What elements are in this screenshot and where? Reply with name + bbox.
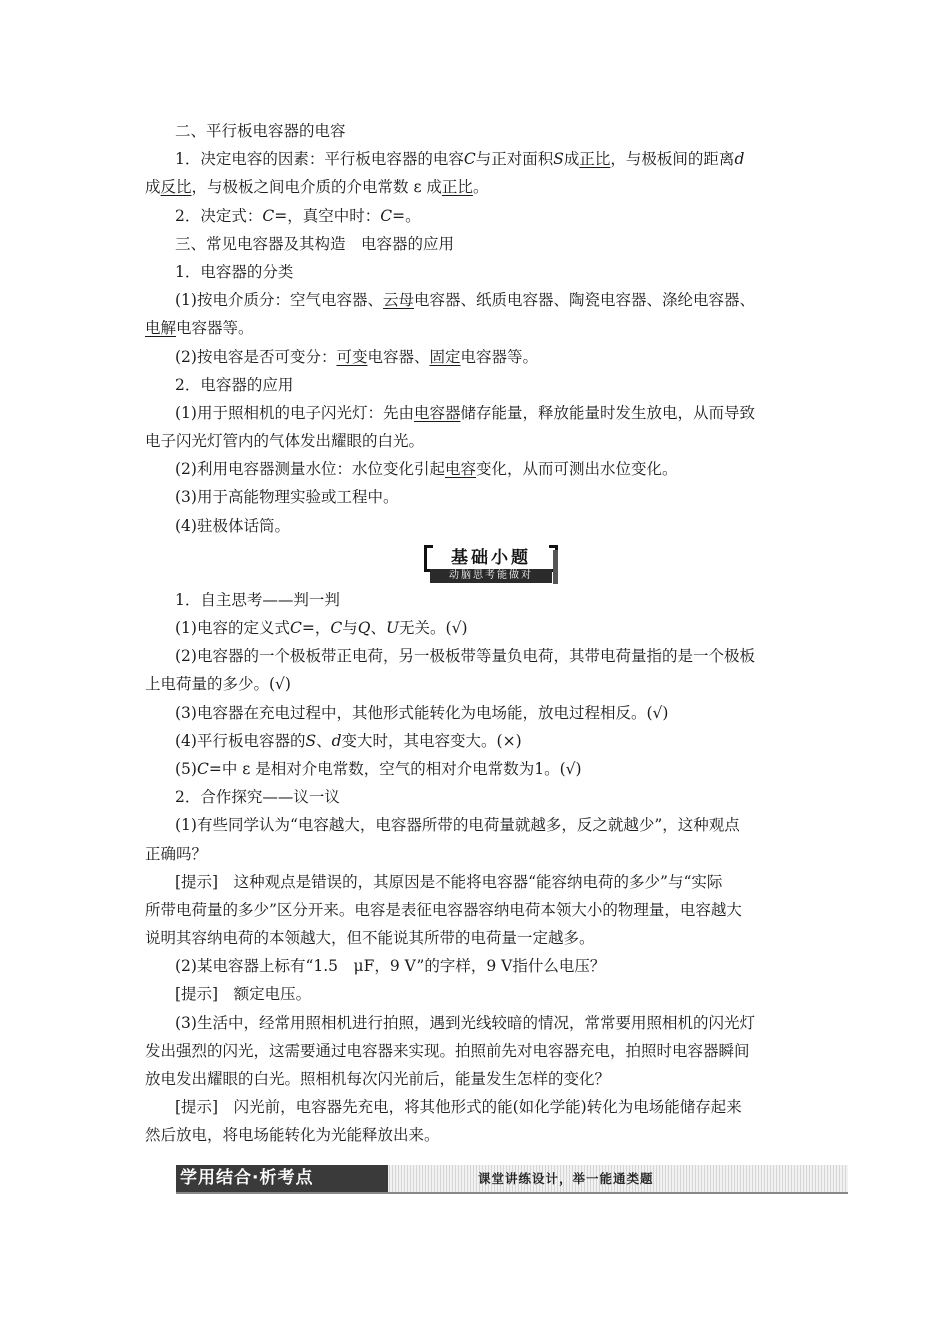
text: 与正对面积 — [475, 150, 554, 169]
text: 与 — [342, 619, 358, 637]
heading-text: 二、平行板电容器的电容 — [175, 122, 346, 140]
banner-shadow — [553, 550, 558, 584]
answer-blank: 正比 — [579, 150, 611, 169]
answer-blank: 电容器 — [413, 403, 461, 422]
app-3 — [145, 483, 813, 511]
text: 2．电容器的应用 — [175, 375, 294, 394]
text: ，与极板间的距离 — [610, 150, 735, 169]
text: (1)有些同学认为“电容越大，电容器所带的电荷量就越多，反之就越少”，这种观点 — [175, 816, 740, 835]
tip-1-line2 — [145, 896, 813, 924]
var-c: C — [380, 206, 393, 225]
text: 放电发出耀眼的白光。照相机每次闪光前后，能量发生怎样的变化？ — [145, 1070, 611, 1088]
var-c: C — [289, 619, 302, 637]
tip-2 — [145, 980, 813, 1008]
footer-divider — [176, 1192, 848, 1194]
tip-3-line1 — [145, 1093, 813, 1121]
banner-title: 基础小题 — [451, 548, 531, 569]
text: 电子闪光灯管内的气体发出耀眼的白光。 — [145, 432, 425, 451]
section-footer-banner — [176, 1165, 848, 1192]
text: (2)利用电容器测量水位：水位变化引起 — [175, 460, 445, 479]
discuss-3-line1 — [145, 1009, 813, 1037]
var-s: S — [553, 150, 564, 169]
answer-blank: 电解 — [145, 319, 177, 338]
text: (1)按电介质分：空气电容器、 — [175, 291, 383, 310]
text: 变化，从而可测出水位变化。 — [475, 460, 678, 479]
text: 1．电容器的分类 — [175, 262, 294, 281]
text: 2．决定式： — [175, 206, 263, 225]
text: =， — [301, 619, 331, 637]
discuss-1-line2 — [145, 840, 813, 868]
text: 1．自主思考——判一判 — [175, 590, 340, 609]
var-c: C — [330, 619, 343, 637]
heading-text: 三、常见电容器及其构造 电容器的应用 — [175, 234, 455, 253]
tip-3-line2 — [145, 1121, 813, 1149]
bracket-left-icon — [424, 545, 433, 572]
classify-2 — [145, 343, 813, 371]
classify-1-line1 — [145, 286, 813, 314]
section2-heading — [145, 117, 813, 145]
tip-1-line3 — [145, 924, 813, 952]
app-2 — [145, 455, 813, 483]
text: 、 — [370, 619, 386, 637]
text: (4)平行板电容器的 — [175, 731, 306, 750]
text: [提示] 这种观点是错误的，其原因是不能将电容器“能容纳电荷的多少”与“实际 — [175, 872, 723, 891]
text: (3)生活中，经常用照相机进行拍照，遇到光线较暗的情况，常常要用照相机的闪光灯 — [175, 1013, 755, 1032]
text: (1)用于照相机的电子闪光灯：先由 — [175, 403, 414, 422]
text: 无关。(√) — [399, 619, 468, 637]
section3-h2 — [145, 371, 813, 399]
var-d: d — [734, 150, 745, 169]
text: (2)按电容是否可变分： — [175, 347, 337, 366]
text: 所带电荷量的多少”区分开来。电容是表征电容器容纳电荷本领大小的物理量，电容越大 — [145, 900, 742, 919]
var-u: U — [385, 619, 400, 637]
banner-title-row — [422, 544, 560, 568]
section3-h1 — [145, 258, 813, 286]
text: 变大时，其电容变大。(×) — [341, 731, 522, 750]
text: (4)驻极体话筒。 — [175, 516, 290, 535]
answer-blank: 正比 — [441, 178, 473, 197]
text: =，真空中时： — [274, 206, 381, 225]
practice-h1 — [145, 586, 813, 614]
discuss-2 — [145, 952, 813, 980]
answer-blank: 可变 — [336, 347, 368, 366]
text: (1)电容的定义式 — [175, 619, 290, 637]
text: 、 — [316, 731, 332, 750]
judge-1 — [145, 614, 813, 642]
text: (5) — [175, 759, 197, 778]
discuss-3-line3 — [145, 1065, 813, 1093]
tip-1-line1 — [145, 868, 813, 896]
classify-1-line2 — [145, 314, 813, 342]
text: [提示] 额定电压。 — [175, 985, 312, 1004]
text: 说明其容纳电荷的本领越大，但不能说其所带的电荷量一定越多。 — [145, 929, 595, 948]
footer-subtitle: 课堂讲练设计，举一能通类题 — [478, 1171, 654, 1186]
app-4 — [145, 512, 813, 540]
footer-title: 学用结合·析考点 — [176, 1165, 388, 1192]
var-s: S — [305, 731, 317, 750]
text: 成 — [145, 178, 161, 197]
text: (2)某电容器上标有“1.5 μF，9 V”的字样，9 V指什么电压？ — [175, 957, 606, 976]
section2-p1-line1 — [145, 145, 813, 173]
text: 上电荷量的多少。(√) — [145, 675, 291, 694]
text: =。 — [392, 206, 421, 225]
var-d: d — [331, 731, 342, 750]
app-1-line1 — [145, 399, 813, 427]
text: (2)电容器的一个极板带正电荷，另一极板带等量负电荷，其带电荷量指的是一个极板 — [175, 647, 755, 666]
basic-questions-banner — [145, 540, 813, 586]
text: 2．合作探究——议一议 — [175, 788, 340, 807]
discuss-1-line1 — [145, 811, 813, 839]
practice-h2 — [145, 783, 813, 811]
judge-5 — [145, 755, 813, 783]
section2-p1-line2 — [145, 173, 813, 201]
text: (3)用于高能物理实验或工程中。 — [175, 488, 399, 507]
text: 1．决定电容的因素：平行板电容器的电容 — [175, 150, 464, 169]
var-c: C — [262, 206, 275, 225]
text: ，与极板之间电介质的介电常数 ε 成 — [191, 178, 442, 197]
answer-blank: 云母 — [382, 291, 414, 310]
text: 储存能量，释放能量时发生放电，从而导致 — [460, 403, 755, 422]
text: 然后放电，将电场能转化为光能释放出来。 — [145, 1126, 440, 1145]
var-c: C — [463, 150, 476, 169]
text: 正确吗？ — [145, 844, 208, 863]
section2-p2 — [145, 202, 813, 230]
judge-4 — [145, 727, 813, 755]
judge-2-line1 — [145, 642, 813, 670]
text: 电容器等。 — [460, 347, 539, 366]
text: 成 — [563, 150, 580, 169]
answer-blank: 反比 — [160, 178, 192, 197]
text: (3)电容器在充电过程中，其他形式能转化为电场能，放电过程相反。(√) — [175, 703, 669, 722]
text: 电容器、 — [367, 347, 430, 366]
discuss-3-line2 — [145, 1037, 813, 1065]
judge-3 — [145, 699, 813, 727]
answer-blank: 电容 — [444, 460, 476, 479]
banner-subtitle: 动脑思考能做对 — [430, 569, 552, 583]
var-q: Q — [357, 619, 371, 637]
judge-2-line2 — [145, 670, 813, 698]
text: 电容器等。 — [176, 319, 254, 338]
var-c: C — [196, 759, 209, 778]
answer-blank: 固定 — [429, 347, 461, 366]
banner-box — [422, 544, 560, 584]
text: =中 ε 是相对介电常数，空气的相对介电常数为1。(√) — [208, 759, 582, 778]
text: 发出强烈的闪光，这需要通过电容器来实现。拍照前先对电容器充电，拍照时电容器瞬间 — [145, 1041, 750, 1060]
content-body — [145, 117, 813, 1150]
text: [提示] 闪光前，电容器先充电，将其他形式的能(如化学能)转化为电场能储存起来 — [175, 1098, 742, 1117]
section3-heading — [145, 230, 813, 258]
text: 电容器、纸质电容器、陶瓷电容器、涤纶电容器、 — [413, 291, 755, 310]
app-1-line2 — [145, 427, 813, 455]
text: 。 — [472, 178, 489, 197]
